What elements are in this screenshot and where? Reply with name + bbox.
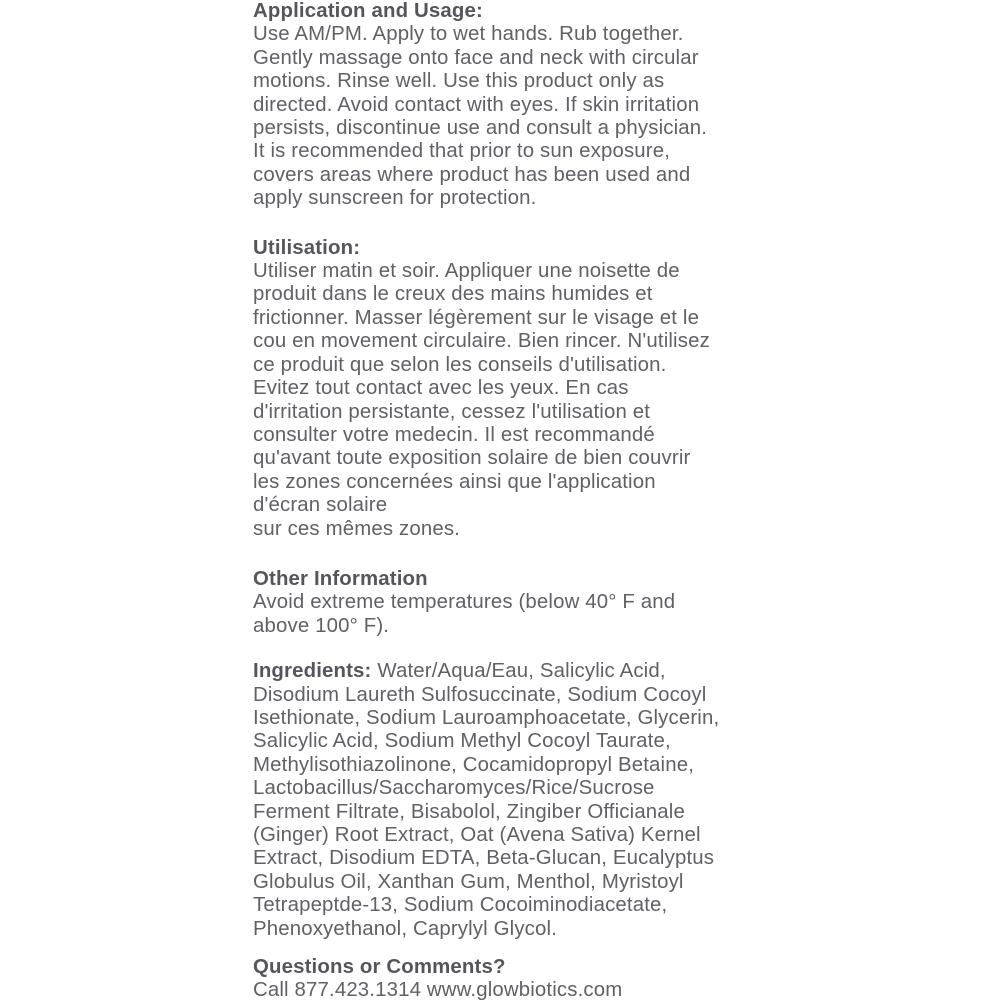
- ingredients-line: Tetrapeptde-13, Sodium Cocoiminodiacetate,: [253, 894, 668, 917]
- application-line: Use AM/PM. Apply to wet hands. Rub together.: [253, 23, 684, 46]
- product-label-panel: [253, 0, 773, 1003]
- section-questions-or-comments: [253, 956, 773, 1003]
- ingredients-label: Ingredients:: [253, 660, 372, 683]
- ingredients-line: Extract, Disodium EDTA, Beta-Glucan, Eucalyptus: [253, 847, 715, 870]
- ingredients-line: Globulus Oil, Xanthan Gum, Menthol, Myristoyl: [253, 870, 684, 893]
- section-ingredients: [253, 660, 773, 941]
- other-information-heading: Other Information: [253, 567, 428, 590]
- ingredients-line: Ferment Filtrate, Bisabolol, Zingiber Officianale: [253, 800, 685, 823]
- application-line: Gently massage onto face and neck with circular: [253, 46, 699, 69]
- section-application-and-usage: [253, 0, 773, 211]
- ingredients-first-line: [253, 660, 773, 683]
- application-line: It is recommended that prior to sun exposure,: [253, 140, 671, 163]
- utilisation-line: qu'avant toute exposition solaire de bien couvrir: [253, 447, 691, 470]
- utilisation-line: frictionner. Masser légèrement sur le visage et le: [253, 306, 700, 329]
- utilisation-heading: Utilisation:: [253, 236, 361, 259]
- ingredients-line: Salicylic Acid, Sodium Methyl Cocoyl Taurate,: [253, 730, 671, 753]
- other-information-line: above 100° F).: [253, 614, 390, 637]
- utilisation-line: Utiliser matin et soir. Appliquer une noisette de: [253, 260, 680, 283]
- application-line: persists, discontinue use and consult a physician.: [253, 117, 708, 140]
- application-line: motions. Rinse well. Use this product only as: [253, 70, 665, 93]
- section-utilisation: [253, 237, 773, 541]
- utilisation-line: les zones concernées ainsi que l'application: [253, 470, 656, 493]
- ingredients-line: Lactobacillus/Saccharomyces/Rice/Sucrose: [253, 777, 655, 800]
- application-line: apply sunscreen for protection.: [253, 187, 537, 210]
- utilisation-line: produit dans le creux des mains humides et: [253, 283, 653, 306]
- application-line: covers areas where product has been used and: [253, 163, 691, 186]
- contact-line: Call 877.423.1314 www.glowbiotics.com: [253, 979, 623, 1002]
- ingredients-line: (Ginger) Root Extract, Oat (Avena Sativa) Kernel: [253, 824, 701, 846]
- application-line: directed. Avoid contact with eyes. If skin irritation: [253, 93, 700, 116]
- utilisation-line: sur ces mêmes zones.: [253, 517, 460, 540]
- utilisation-line: d'écran solaire: [253, 494, 388, 517]
- utilisation-line: d'irritation persistante, cessez l'utilisation et: [253, 400, 651, 423]
- utilisation-line: cou en movement circulaire. Bien rincer. N'utilisez: [253, 330, 710, 353]
- ingredients-first-line-rest: Water/Aqua/Eau, Salicylic Acid,: [371, 660, 666, 683]
- application-heading: Application and Usage:: [253, 0, 483, 22]
- utilisation-line: Evitez tout contact avec les yeux. En cas: [253, 377, 629, 400]
- ingredients-line: Isethionate, Sodium Lauroamphoacetate, Glycerin,: [253, 706, 720, 729]
- other-information-line: Avoid extreme temperatures (below 40° F and: [253, 591, 676, 614]
- ingredients-line: Disodium Laureth Sulfosuccinate, Sodium Cocoyl: [253, 683, 707, 706]
- ingredients-line: Phenoxyethanol, Caprylyl Glycol.: [253, 917, 558, 940]
- utilisation-line: ce produit que selon les conseils d'utilisation.: [253, 353, 667, 376]
- questions-heading: Questions or Comments?: [253, 956, 506, 979]
- ingredients-line: Methylisothiazolinone, Cocamidopropyl Betaine,: [253, 753, 695, 776]
- section-other-information: [253, 568, 773, 638]
- utilisation-line: consulter votre medecin. Il est recommandé: [253, 423, 655, 446]
